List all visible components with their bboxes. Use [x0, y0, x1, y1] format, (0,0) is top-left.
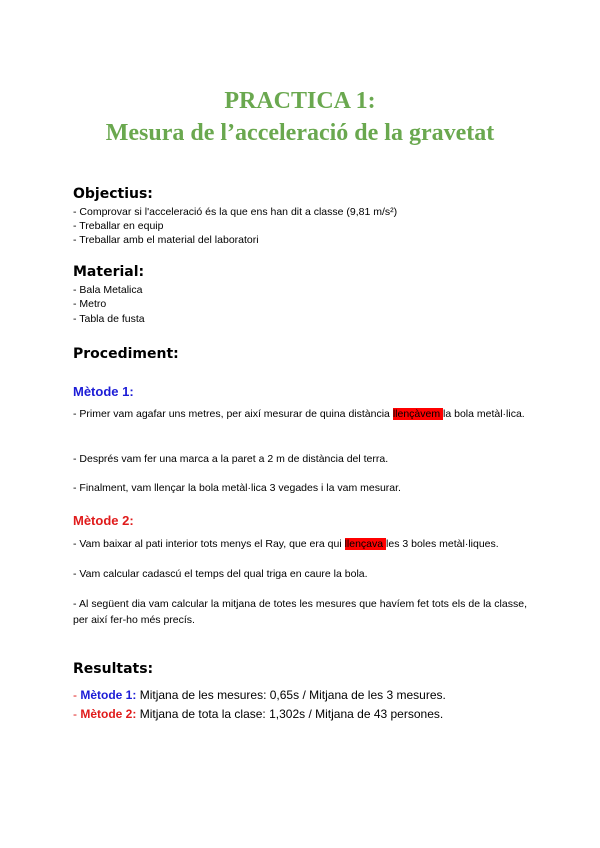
- highlighted-word: llençava: [344, 538, 387, 550]
- resultat-metode1: - Mètode 1: Mitjana de les mesures: 0,65s / Mitjana de les 3 mesures.: [73, 688, 446, 702]
- highlighted-word: llençàvem: [392, 408, 444, 420]
- resultat-metode2-label: Mètode 2:: [80, 707, 137, 721]
- objectius-item-2: - Treballar en equip: [73, 220, 164, 232]
- resultat-metode2: - Mètode 2: Mitjana de tota la clase: 1,302s / Mitjana de 43 persones.: [73, 707, 444, 721]
- objectius-item-1: - Comprovar si l'acceleració és la que ens han dit a classe (9,81 m/s²): [73, 206, 398, 218]
- metode2-paragraph-2: - Vam calcular cadascú el temps del qual triga en caure la bola.: [73, 568, 368, 580]
- procediment-heading: Procediment:: [73, 346, 179, 362]
- metode1-paragraph-2: - Després vam fer una marca a la paret a 2 m de distància del terra.: [73, 453, 389, 465]
- metode2-heading: Mètode 2:: [73, 513, 134, 528]
- metode2-paragraph-1: - Vam baixar al pati interior tots menys el Ray, que era qui llençava les 3 boles metàl·liques.: [73, 538, 499, 550]
- metode1-paragraph-1: - Primer vam agafar uns metres, per així mesurar de quina distància llençàvem la bola metàl·lica.: [73, 408, 525, 420]
- metode1-paragraph-3: - Finalment, vam llençar la bola metàl·lica 3 vegades i la vam mesurar.: [73, 482, 401, 494]
- material-heading: Material:: [73, 264, 145, 280]
- material-item-1: - Bala Metalica: [73, 284, 143, 296]
- page-title: PRACTICA 1:: [224, 88, 376, 114]
- objectius-heading: Objectius:: [73, 186, 153, 202]
- resultats-heading: Resultats:: [73, 661, 154, 677]
- metode1-heading: Mètode 1:: [73, 384, 134, 399]
- metode2-paragraph-3: - Al següent dia vam calcular la mitjana de totes les mesures que havíem fet tots els de la classe, per així fer-ho més precís.: [73, 598, 527, 626]
- objectius-item-3: - Treballar amb el material del laboratori: [73, 234, 259, 246]
- material-item-2: - Metro: [73, 298, 107, 310]
- page-subtitle: Mesura de l’acceleració de la gravetat: [105, 120, 495, 146]
- material-item-3: - Tabla de fusta: [73, 313, 145, 325]
- resultat-metode1-label: Mètode 1:: [80, 688, 137, 702]
